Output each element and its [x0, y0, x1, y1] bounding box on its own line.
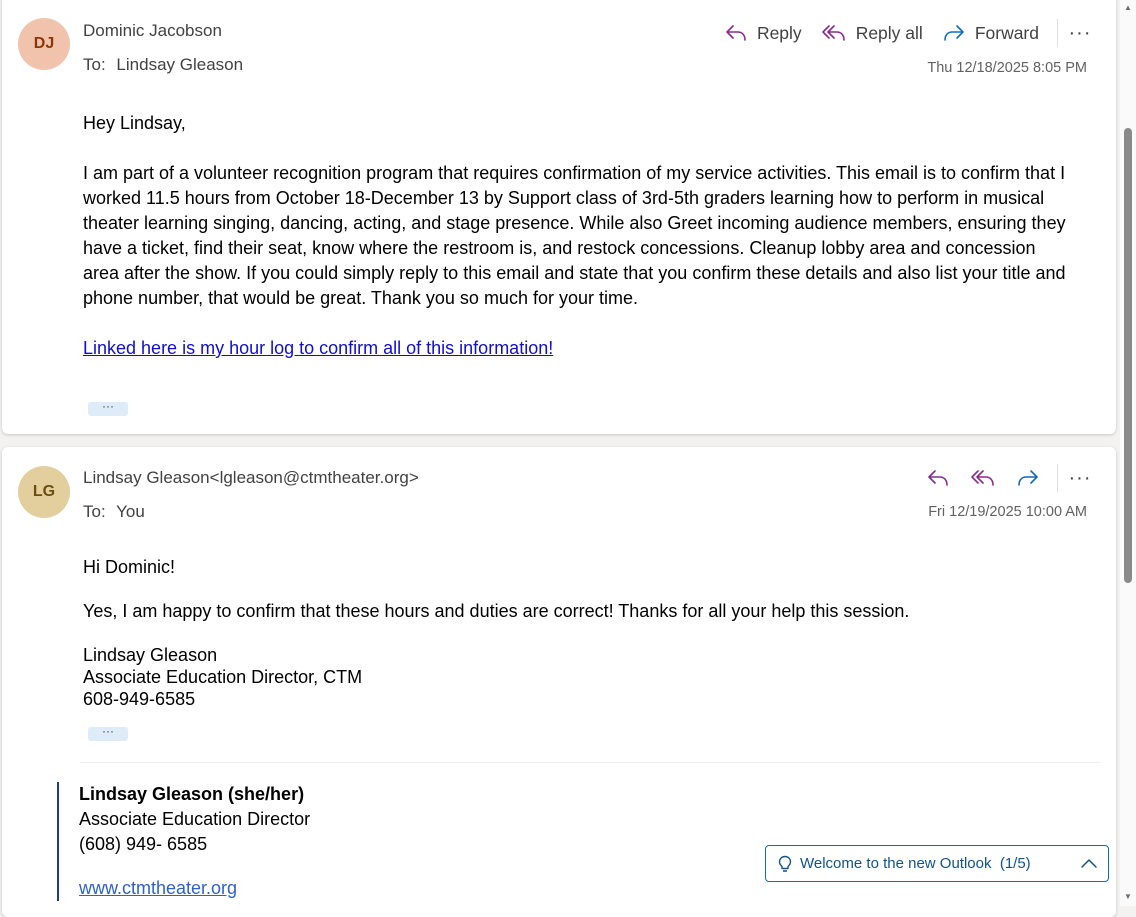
action-separator [1057, 464, 1058, 492]
avatar-initials: DJ [33, 35, 55, 52]
reply-all-button[interactable] [971, 469, 995, 487]
reply-all-button[interactable] [822, 23, 923, 44]
more-actions-button[interactable]: ··· [1068, 466, 1092, 489]
recipient-line [83, 502, 145, 522]
recipient-name[interactable]: Lindsay Gleason [116, 55, 244, 74]
sender-name[interactable]: Lindsay Gleason<lgleason@ctmtheater.org> [83, 468, 419, 487]
reply-all-icon [822, 24, 846, 42]
forward-button[interactable] [1017, 469, 1039, 487]
message-actions [705, 19, 1092, 47]
sign-title: Associate Education Director, CTM [83, 667, 363, 687]
to-label: To: [83, 502, 106, 521]
message-body [83, 556, 909, 710]
message-date: Fri 12/19/2025 10:00 AM [928, 504, 1087, 520]
recipient-line [83, 55, 243, 75]
forward-button[interactable] [943, 23, 1039, 44]
sender-avatar[interactable] [18, 18, 70, 70]
sign-name: Lindsay Gleason [83, 645, 218, 665]
message-date: Thu 12/18/2025 8:05 PM [927, 60, 1087, 76]
website-link[interactable]: www.ctmtheater.org [79, 878, 238, 898]
lightbulb-icon [778, 855, 792, 873]
greeting: Hi Dominic! [83, 557, 176, 577]
message-card-1 [2, 0, 1116, 434]
signature-name: Lindsay Gleason (she/her) [79, 784, 305, 804]
signature-block [57, 782, 310, 901]
scrollbar[interactable] [1120, 0, 1136, 906]
message-actions [905, 464, 1092, 492]
forward-icon [1017, 469, 1039, 487]
divider [80, 762, 1100, 763]
reply-all-icon [971, 469, 995, 487]
hour-log-link[interactable]: Linked here is my hour log to confirm all of this information! [83, 338, 554, 358]
reply-label: Reply [756, 22, 802, 43]
sender-name[interactable]: Dominic Jacobson [83, 21, 222, 40]
show-more-button[interactable]: ··· [88, 727, 128, 741]
action-separator [1057, 19, 1058, 47]
scroll-down-icon[interactable]: ▼ [1124, 892, 1132, 901]
body-paragraph: I am part of a volunteer recognition program that requires confirmation of my service activities. This email is to confirm that I worked 11.5 hours from October 18-December 13 by Support class of 3rd-5th graders learning how to perform in musical theater learning singing, dancing, acting, and stage presence. While also Greet incoming audience members, ensuring they have a ticket, find their seat, know where the restroom is, and restock concessions. Cleanup lobby area and concession area after the show. If you could simply reply to this email and state that you confirm these details and also list your title and phone number, that would be great. Thank you so much for your time. [83, 163, 1066, 308]
recipient-name[interactable]: You [116, 502, 145, 521]
toast-text: Welcome to the new Outlook (1/5) [800, 855, 1031, 872]
reply-button[interactable] [927, 469, 949, 487]
signature-phone: (608) 949- 6585 [79, 834, 208, 854]
sign-phone: 608-949-6585 [83, 689, 196, 709]
scroll-up-icon[interactable]: ▲ [1124, 3, 1132, 12]
forward-icon [943, 24, 965, 42]
reply-all-label: Reply all [855, 22, 923, 43]
body-paragraph: Yes, I am happy to confirm that these hours and duties are correct! Thanks for all your help this session. [83, 601, 910, 621]
greeting: Hey Lindsay, [83, 113, 186, 133]
reply-icon [927, 469, 949, 487]
chevron-up-icon[interactable] [1080, 855, 1098, 873]
show-more-button[interactable]: ··· [88, 402, 128, 416]
signature-title: Associate Education Director [79, 809, 311, 829]
forward-label: Forward [974, 22, 1039, 43]
more-actions-button[interactable]: ··· [1068, 21, 1092, 44]
scrollbar-thumb[interactable] [1124, 128, 1132, 583]
avatar-initials: LG [32, 483, 56, 500]
welcome-toast[interactable] [765, 845, 1109, 882]
message-body [83, 111, 1073, 361]
to-label: To: [83, 55, 106, 74]
sender-avatar[interactable] [18, 466, 70, 518]
reply-button[interactable] [725, 23, 802, 44]
reply-icon [725, 24, 747, 42]
